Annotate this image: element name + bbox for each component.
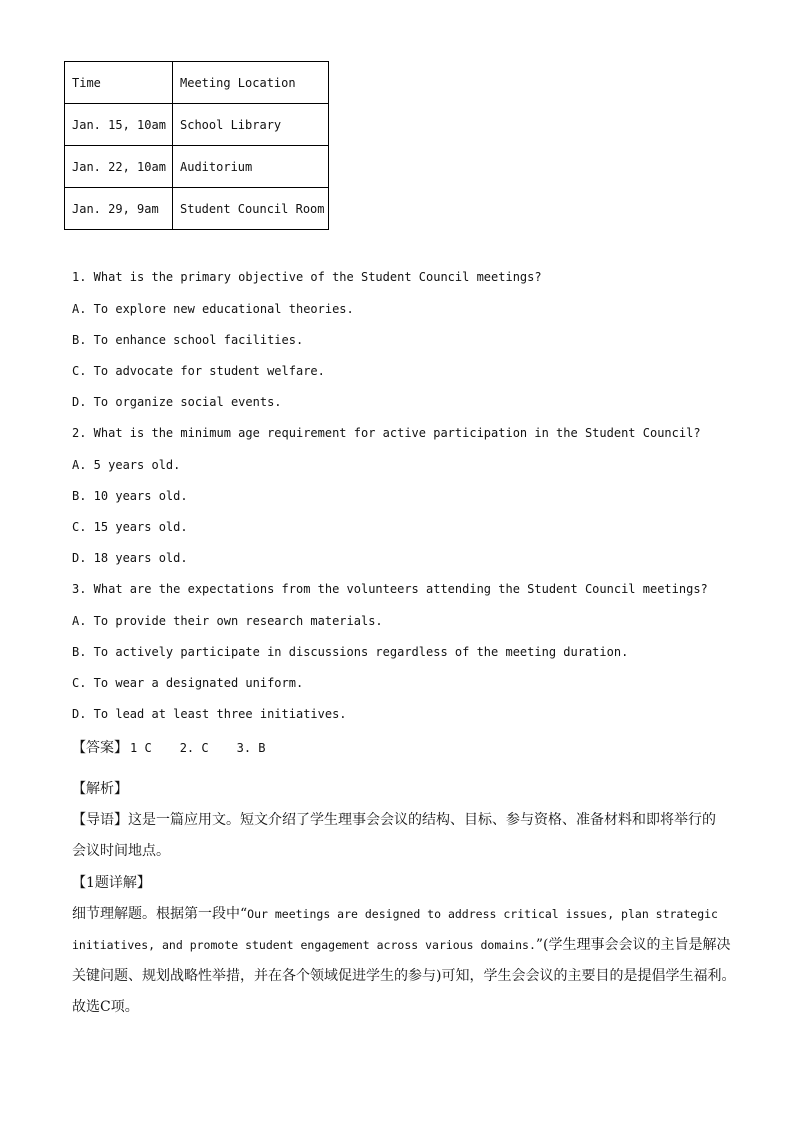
cell-time: Jan. 29, 9am [65, 188, 173, 230]
intro-line-2: 会议时间地点。 [72, 843, 170, 859]
header-time: Time [65, 62, 173, 104]
cell-location: Auditorium [173, 146, 329, 188]
question-3-stem: 3. What are the expectations from the volunteers attending the Student Council meetings? [72, 582, 708, 596]
q1-detail-line-3: 关键问题、规划战略性举措，并在各个领域促进学生的参与)可知，学生会会议的主要目的是提倡学生福利。 [72, 968, 736, 984]
question-2-option-a: A. 5 years old. [72, 458, 181, 472]
cell-time: Jan. 15, 10am [65, 104, 173, 146]
question-1-option-a: A. To explore new educational theories. [72, 302, 354, 316]
q1-detail-label: 【1题详解】 [72, 875, 151, 891]
q1-line2-en: initiatives, and promote student engagement across various domains. [72, 938, 536, 952]
answer-2: 2. C [179, 741, 209, 755]
answer-3: 3. B [236, 741, 266, 755]
q1-detail-line-2 [72, 934, 731, 954]
question-1-option-b: B. To enhance school facilities. [72, 333, 304, 347]
meeting-schedule-table [64, 61, 329, 230]
q1-detail-line-1 [72, 903, 722, 923]
table-row [65, 146, 329, 188]
table-row [65, 188, 329, 230]
q1-line1-en: Our meetings are designed to address critical issues, plan strategic [247, 907, 718, 921]
question-3-option-d: D. To lead at least three initiatives. [72, 707, 347, 721]
question-2-option-c: C. 15 years old. [72, 520, 188, 534]
q1-line2-zh: ”(学生理事会会议的主旨是解决 [535, 937, 731, 953]
question-3-option-a: A. To provide their own research materials. [72, 614, 383, 628]
header-location: Meeting Location [173, 62, 329, 104]
question-2-option-b: B. 10 years old. [72, 489, 188, 503]
q1-detail-line-4: 故选C项。 [72, 999, 139, 1015]
question-3-option-c: C. To wear a designated uniform. [72, 676, 304, 690]
table-row [65, 104, 329, 146]
answer-1: 1 C [130, 741, 152, 755]
question-2-option-d: D. 18 years old. [72, 551, 188, 565]
table-header-row [65, 62, 329, 104]
answer-key [72, 737, 266, 757]
question-2-stem: 2. What is the minimum age requirement for active participation in the Student Council? [72, 426, 701, 440]
intro-line-1: 【导语】这是一篇应用文。短文介绍了学生理事会会议的结构、目标、参与资格、准备材料和即将举行的 [72, 812, 716, 828]
q1-line1-zh: 细节理解题。根据第一段中“ [72, 906, 248, 922]
question-1-option-d: D. To organize social events. [72, 395, 282, 409]
answer-label: 【答案】 [72, 740, 128, 756]
question-1-stem: 1. What is the primary objective of the Student Council meetings? [72, 270, 542, 284]
question-1-option-c: C. To advocate for student welfare. [72, 364, 325, 378]
cell-location: Student Council Room [173, 188, 329, 230]
question-3-option-b: B. To actively participate in discussions regardless of the meeting duration. [72, 645, 629, 659]
cell-time: Jan. 22, 10am [65, 146, 173, 188]
analysis-label: 【解析】 [72, 781, 128, 797]
cell-location: School Library [173, 104, 329, 146]
